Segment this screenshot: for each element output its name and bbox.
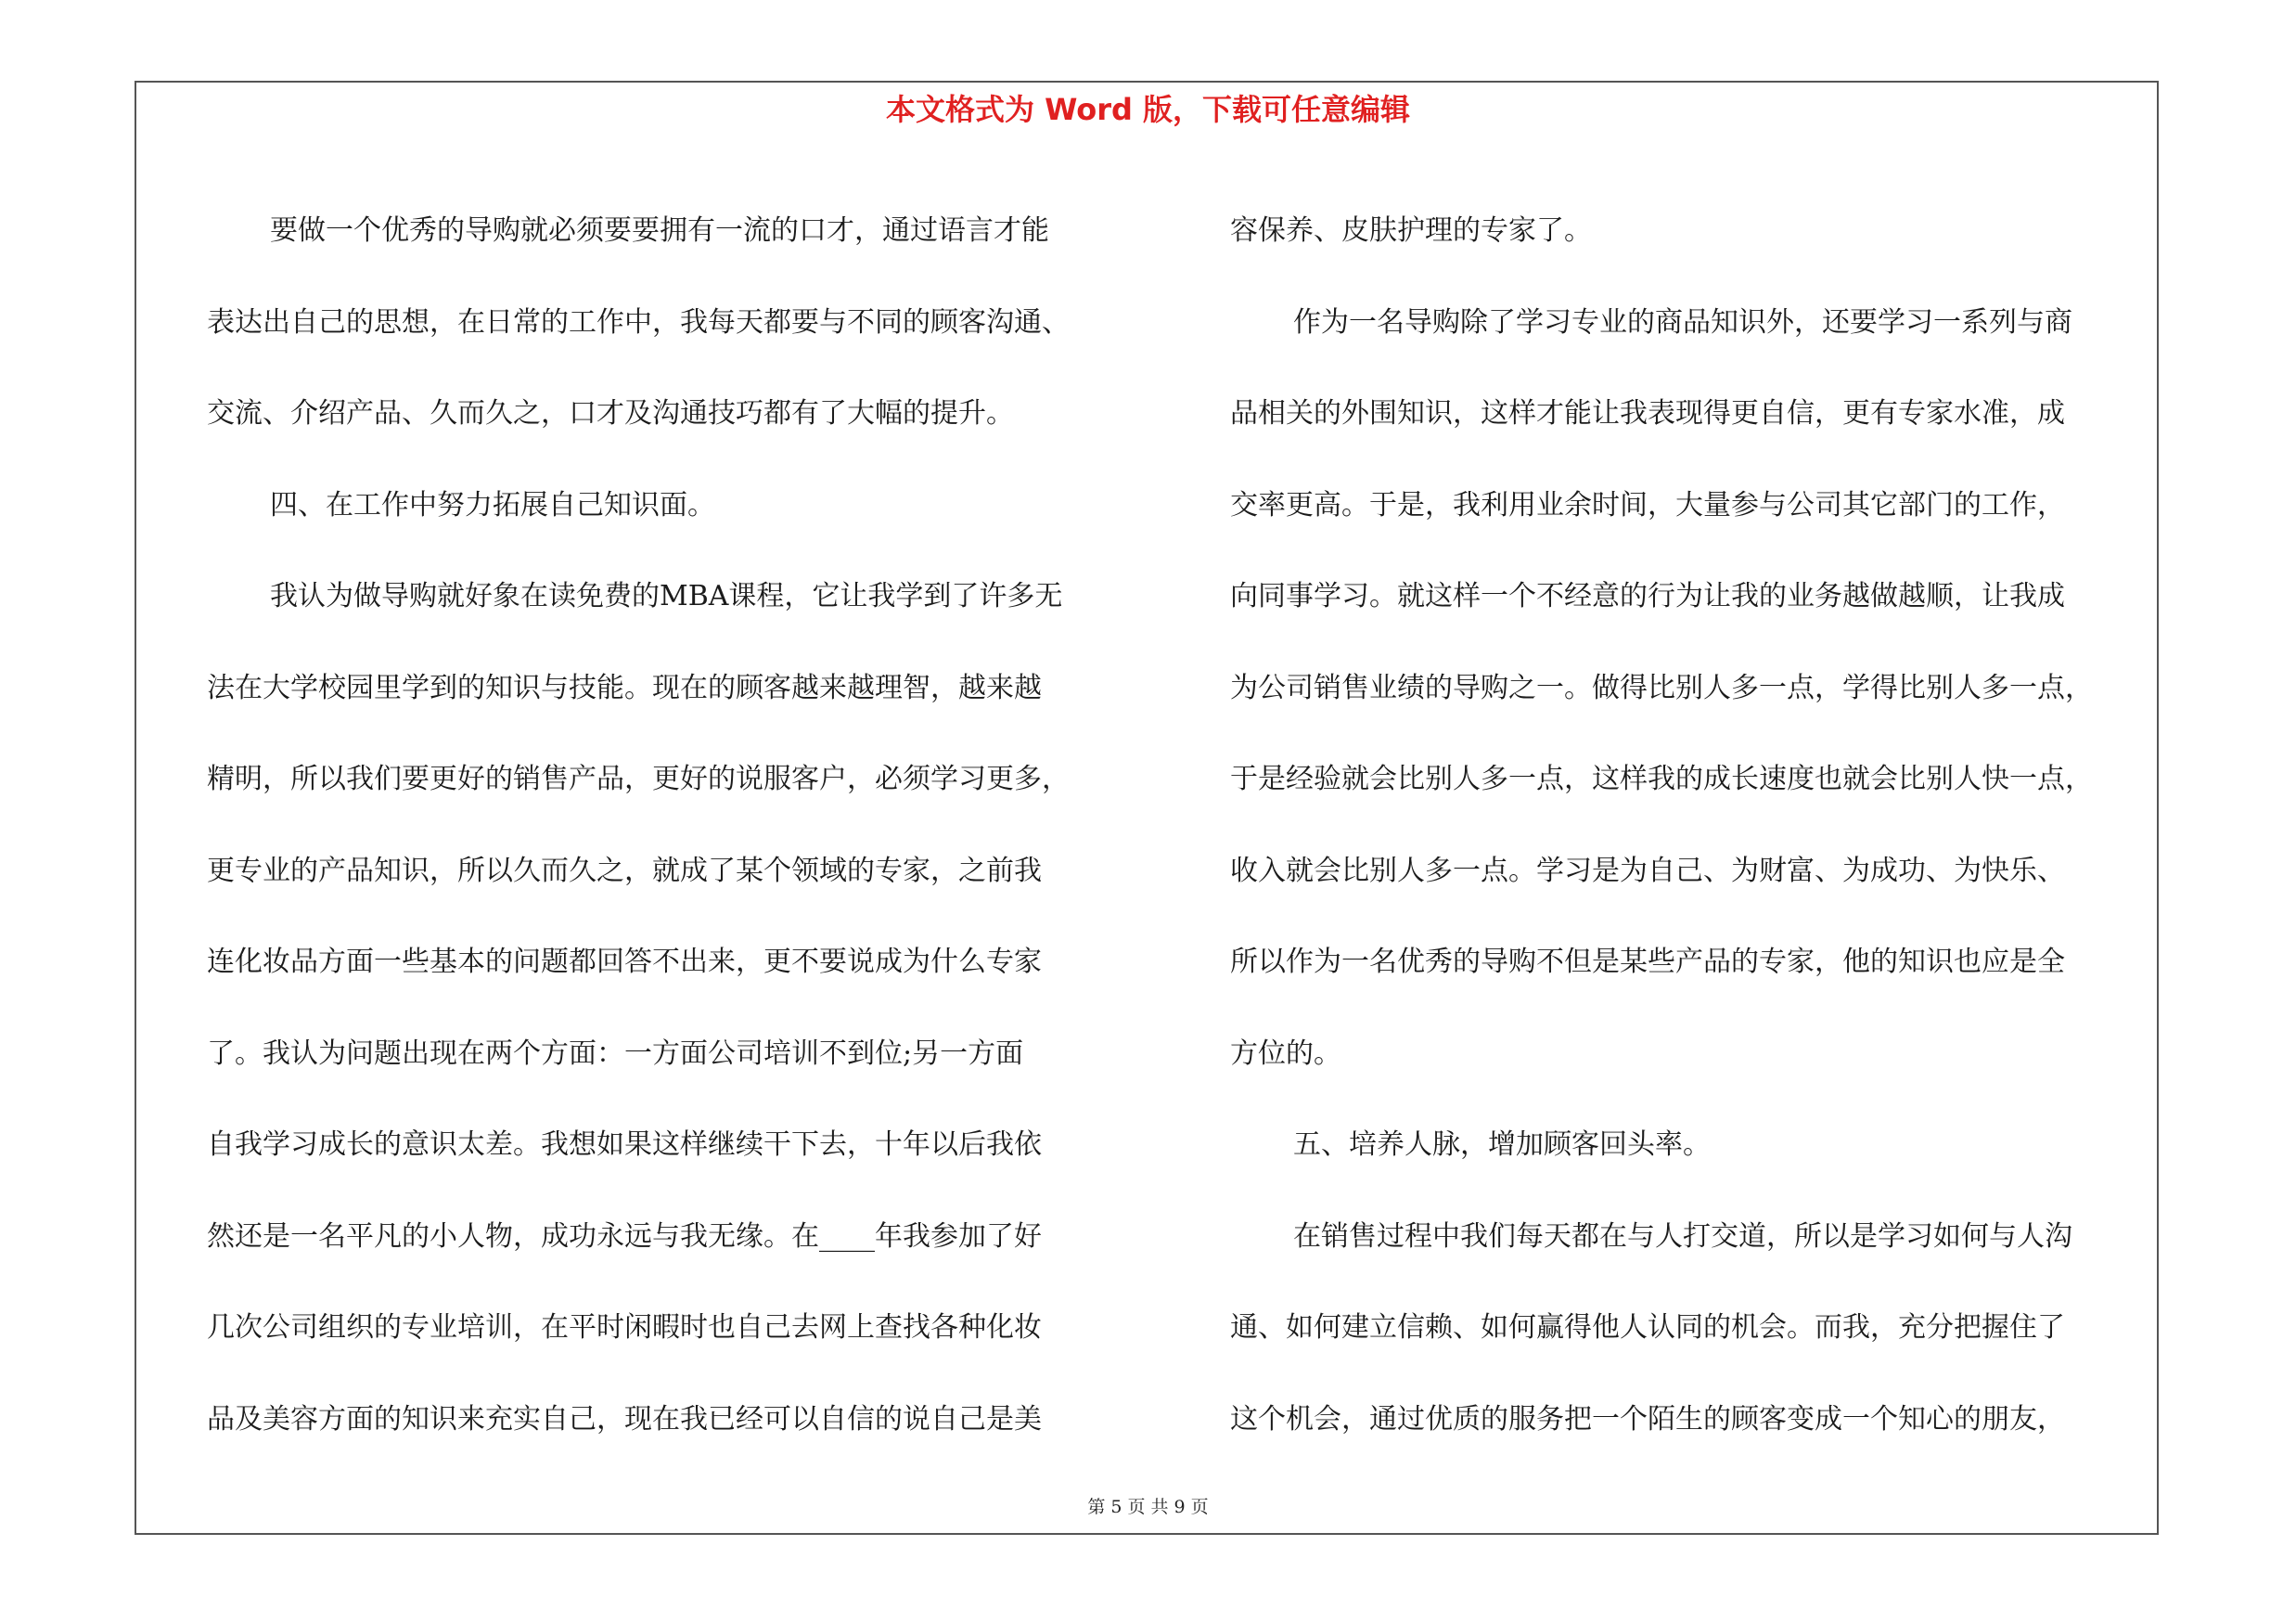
text-line: 精明，所以我们要更好的销售产品，更好的说服客户，必须学习更多， [207,763,1070,795]
text-line: 要做一个优秀的导购就必须要要拥有一流的口才，通过语言才能 [270,214,1049,247]
text-line: 所以作为一名优秀的导购不但是某些产品的专家，他的知识也应是全 [1230,946,2065,978]
text-line: 了。我认为问题出现在两个方面：一方面公司培训不到位;另一方面 [207,1037,1024,1070]
text-line: 然还是一名平凡的小人物，成功永远与我无缘。在____年我参加了好 [207,1219,1042,1253]
page-number-footer: 第 5 页 共 9 页 [1087,1497,1209,1517]
text-line: 四、在工作中努力拓展自己知识面。 [270,488,715,522]
text-line: 于是经验就会比别人多一点，这样我的成长速度也就会比别人快一点， [1230,763,2093,795]
text-line: 为公司销售业绩的导购之一。做得比别人多一点，学得比别人多一点， [1230,671,2093,704]
text-line: 交率更高。于是，我利用业余时间，大量参与公司其它部门的工作， [1230,488,2065,522]
text-line: 作为一名导购除了学习专业的商品知识外，还要学习一系列与商 [1293,305,2072,339]
text-line: 连化妆品方面一些基本的问题都回答不出来，更不要说成为什么专家 [207,946,1042,978]
text-line: 方位的。 [1230,1037,1341,1070]
text-line: 这个机会，通过优质的服务把一个陌生的顾客变成一个知心的朋友， [1230,1402,2065,1436]
text-line: 品及美容方面的知识来充实自己，现在我已经可以自信的说自己是美 [207,1402,1042,1436]
text-line: 收入就会比别人多一点。学习是为自己、为财富、为成功、为快乐、 [1230,854,2065,887]
text-line: 品相关的外围知识，这样才能让我表现得更自信，更有专家水准，成 [1230,397,2065,430]
text-line: 我认为做导购就好象在读免费的MBA课程，它让我学到了许多无 [270,580,1063,612]
text-line: 法在大学校园里学到的知识与技能。现在的顾客越来越理智，越来越 [207,671,1042,704]
text-line: 自我学习成长的意识太差。我想如果这样继续干下去，十年以后我依 [207,1128,1042,1161]
left-text-column [207,186,1125,1465]
text-line: 几次公司组织的专业培训，在平时闲暇时也自己去网上查找各种化妆 [207,1311,1042,1344]
text-line: 交流、介绍产品、久而久之，口才及沟通技巧都有了大幅的提升。 [207,397,1014,430]
text-line: 表达出自己的思想，在日常的工作中，我每天都要与不同的顾客沟通、 [207,305,1070,339]
text-line: 更专业的产品知识，所以久而久之，就成了某个领域的专家，之前我 [207,854,1042,887]
word-format-banner: 本文格式为 Word 版，下载可任意编辑 [885,92,1411,127]
text-line: 五、培养人脉，增加顾客回头率。 [1293,1128,1711,1161]
text-line: 在销售过程中我们每天都在与人打交道，所以是学习如何与人沟 [1293,1219,2072,1253]
text-line: 向同事学习。就这样一个不经意的行为让我的业务越做越顺，让我成 [1230,580,2065,612]
text-line: 通、如何建立信赖、如何赢得他人认同的机会。而我，充分把握住了 [1230,1311,2065,1344]
right-text-column [1230,186,2158,1465]
text-line: 容保养、皮肤护理的专家了。 [1230,214,1592,247]
